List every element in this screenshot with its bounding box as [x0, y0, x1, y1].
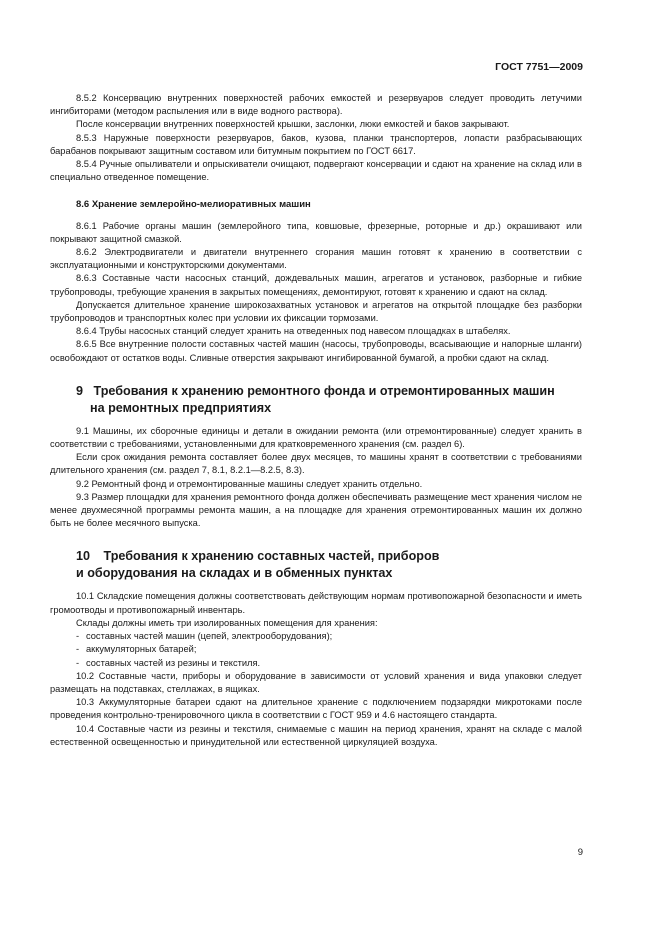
section-title-line2: на ремонтных предприятиях: [90, 400, 272, 415]
paragraph: 10.4 Составные части из резины и текстиля, снимаемые с машин на период хранения, хранят на складе с малой естественной освещенностью и принудительной или естественной циркуляцией воздуха.: [50, 723, 582, 747]
paragraph: 8.5.4 Ручные опыливатели и опрыскиватели очищают, подвергают консервации и сдают на хранение на склад или в специально отведенное помещение.: [50, 159, 582, 183]
list-item: - составных частей машин (цепей, электрооборудования);: [76, 631, 333, 642]
section-heading-10: [50, 548, 582, 582]
paragraph: 8.6.1 Рабочие органы машин (землеройного типа, ковшовые, фрезерные, роторные и др.) окрашивают или покрывают защитной смазкой.: [50, 220, 582, 244]
paragraph: 8.5.2 Консервацию внутренних поверхностей рабочих емкостей и резервуаров следует проводить летучими ингибиторами (методом распыления или в виде водного раствора).: [50, 93, 582, 117]
paragraph: Допускается длительное хранение широкозахватных установок и агрегатов на открытой площадке без разборки трубопроводов и транспортных колес при условии их фиксации тормозами.: [50, 299, 582, 324]
section-title-line1: Требования к хранению составных частей, приборов: [103, 549, 440, 564]
section-number: 10: [76, 549, 91, 564]
paragraph: После консервации внутренних поверхностей крышки, заслонки, люки емкостей и баков закрывают.: [76, 119, 510, 130]
section-number: 9: [76, 383, 84, 398]
section-title-line1: Требования к хранению ремонтного фонда и отремонтированных машин: [93, 383, 555, 398]
page-content: [50, 92, 582, 749]
paragraph: Склады должны иметь три изолированных помещения для хранения:: [76, 617, 378, 628]
paragraph: 10.2 Составные части, приборы и оборудование в зависимости от условий хранения и вида упаковки следует размещать на подставках, стеллажах, в ящиках.: [50, 670, 582, 694]
subsection-heading-8-6: 8.6 Хранение землеройно-мелиоративных машин: [76, 199, 311, 211]
paragraph: 8.6.5 Все внутренние полости составных частей машин (насосы, трубопроводы, всасывающие и напорные шланги) освобождают от остатков воды. Сливные отверстия закрывают ингибированной бумагой, а пробки сдают на склад.: [50, 339, 582, 363]
paragraph: Если срок ожидания ремонта составляет более двух месяцев, то машины хранят в соответствии с требованиями длительного хранения (см. раздел 7, 8.1, 8.2.1—8.2.5, 8.3).: [50, 452, 582, 476]
page-number: 9: [577, 847, 583, 858]
paragraph: 8.6.4 Трубы насосных станций следует хранить на отведенных под навесом площадках в штабелях.: [76, 326, 511, 337]
paragraph: 8.6.2 Электродвигатели и двигатели внутреннего сгорания машин готовят к хранению в соответствии с эксплуатационными и конструкторскими документами.: [50, 247, 582, 271]
standard-header: ГОСТ 7751—2009: [495, 61, 583, 73]
paragraph: 8.6.3 Составные части насосных станций, дождевальных машин, агрегатов и установок, разборные и гибкие трубопроводы, требующие хранения в закрытых помещениях, демонтируют, готовят к хранению и сдают на склад.: [50, 273, 582, 297]
section-heading-9: [50, 383, 582, 417]
paragraph: 9.1 Машины, их сборочные единицы и детали в ожидании ремонта (или отремонтированные) следует хранить в соответствии с требованиями, установленными для кратковременного хранения (см. раздел 6).: [50, 425, 582, 450]
paragraph: 9.3 Размер площадки для хранения ремонтного фонда должен обеспечивать размещение мест хранения числом не менее двухмесячной программы ремонта машин, а на площадке для хранения отремонтированных машин их должно быть не более месячного выпуска.: [50, 491, 582, 529]
paragraph: 9.2 Ремонтный фонд и отремонтированные машины следует хранить отдельно.: [76, 478, 423, 489]
paragraph: 8.5.3 Наружные поверхности резервуаров, баков, кузова, планки транспортеров, лопасти разбрасывающих барабанов покрывают защитным составом или битумным покрытием по ГОСТ 6617.: [50, 132, 582, 156]
list-item: - составных частей из резины и текстиля.: [76, 657, 261, 668]
paragraph: 10.1 Складские помещения должны соответствовать действующим нормам противопожарной безопасности и иметь громоотводы и противопожарный инвентарь.: [50, 591, 582, 615]
paragraph: 10.3 Аккумуляторные батареи сдают на длительное хранение с подключением подзарядки микротоками после проведения контрольно-тренировочного цикла в соответствии с ГОСТ 959 и 4.6 настоящего стандарта.: [50, 697, 582, 721]
section-title-line2: и оборудования на складах и в обменных пунктах: [76, 566, 393, 581]
list-item: - аккумуляторных батарей;: [76, 644, 197, 655]
